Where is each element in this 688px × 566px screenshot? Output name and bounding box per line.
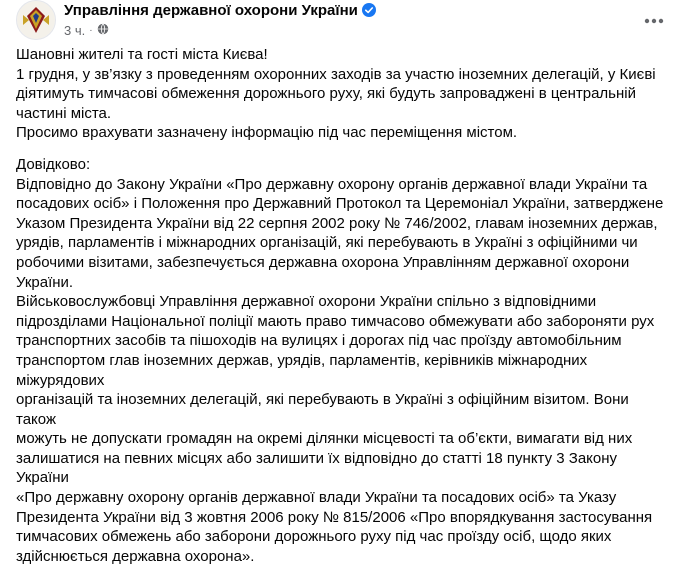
more-options-button[interactable] — [636, 2, 672, 38]
post-timestamp[interactable]: 3 ч. — [64, 23, 86, 38]
page-avatar[interactable] — [16, 0, 56, 40]
post-line: України. — [16, 273, 74, 291]
post-line: Військовослужбовці Управління державної охорони України спільно з відповідними — [16, 293, 597, 311]
post-line: Довідково: — [16, 155, 91, 173]
post-line: Президента України від 3 жовтня 2006 року № 815/2006 «Про впорядкування застосування — [16, 508, 653, 526]
page-name-text[interactable]: Управління державної охорони України — [64, 2, 358, 19]
post-line: можуть не допускати громадян на окремі ділянки місцевості та об’єкти, вимагати від них — [16, 430, 633, 448]
page-name[interactable] — [64, 2, 376, 21]
more-horizontal-icon — [644, 11, 664, 29]
post-line: Шановні жителі та гості міста Києва! — [16, 46, 268, 63]
post-meta — [64, 23, 109, 38]
post-line: залишатися на певних місцях або залишити їх відповідно до статті 18 пункту 3 Закону України — [16, 449, 618, 487]
post-line: Просимо врахувати зазначену інформацію під час переміщення містом. — [16, 124, 518, 142]
post-line: діятимуть тимчасові обмеження дорожнього руху, які будуть запроваджені в центральній — [16, 85, 636, 103]
post-line: робочими візитами, забезпечується державна охорона Управлінням державної охорони — [16, 253, 630, 271]
post-line: «Про державну охорону органів державної влади України та посадових осіб» та Указу — [16, 489, 617, 507]
post-line: урядів, парламентів і міжнародних організацій, які перебувають в Україні з офіційними чи — [16, 234, 638, 252]
verified-badge-icon — [362, 3, 376, 21]
paragraph-gap — [16, 143, 666, 155]
post-line: Відповідно до Закону України «Про державну охорону органів державної влади України та — [16, 175, 648, 193]
separator-dot: · — [89, 25, 93, 36]
post-line: транспортних засобів та пішоходів на вулицях і дорогах під час проїзду автомобільним — [16, 332, 622, 350]
globe-icon — [97, 23, 109, 38]
post-header — [16, 0, 672, 44]
post-line: підрозділами Національної поліції мають право тимчасово обмежувати або забороняти рух — [16, 312, 655, 330]
post-line: організацій та іноземних делегацій, які перебувають в Україні з офіційним візитом. Вони також — [16, 391, 629, 428]
post-line: частині міста. — [16, 104, 112, 122]
post-line: транспортом глав іноземних держав, урядів, парламентів, керівників міжнародних міжурядових — [16, 351, 588, 389]
post-line: здійснюється державна охорона». — [16, 547, 255, 565]
emblem-icon — [17, 1, 55, 39]
post-body — [16, 45, 666, 566]
post-line: 1 грудня, у зв’язку з проведенням охоронних заходів за участю іноземних делегацій, у Києві — [16, 65, 656, 83]
post-line: тимчасових обмежень або заборони дорожнього руху під час проїзду осіб, щодо яких — [16, 528, 612, 546]
post-line: посадових осіб» і Положення про Державний Протокол та Церемоніал України, затверджене — [16, 195, 664, 213]
post-line: Указом Президента України від 22 серпня 2002 року № 746/2002, главам іноземних держав, — [16, 214, 658, 232]
